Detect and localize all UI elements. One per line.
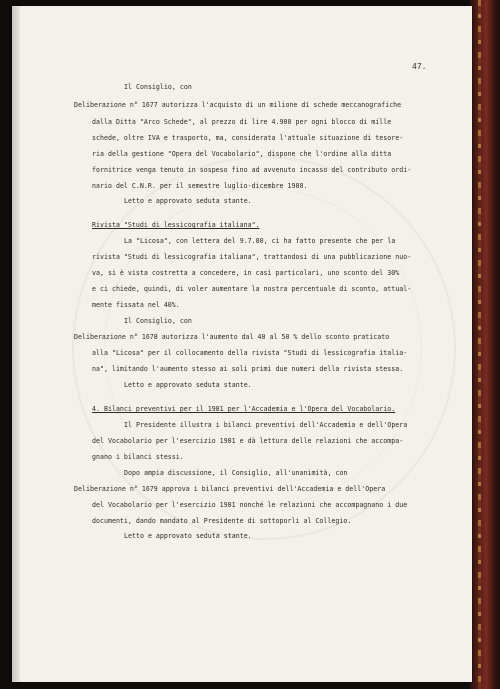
text-line: Deliberazione n° 1679 approva i bilanci preventivi dell'Accademia e dell'Opera: [74, 485, 386, 493]
page-edge-shadow: [12, 6, 20, 682]
section-heading: 4. Bilanci preventivi per il 1981 per l'Accademia e l'Opera del Vocabolario.: [92, 405, 396, 413]
text-line: Il Consiglio, con: [124, 317, 192, 325]
text-line: Deliberazione n° 1677 autorizza l'acquisto di un milione di schede meccanografiche: [74, 101, 402, 109]
text-line: Il Presidente illustra i bilanci preventivi dell'Accademia e dell'Opera: [124, 421, 408, 429]
text-line: mente fissata nel 40%.: [92, 301, 180, 309]
text-line: e ci chiede, quindi, di voler aumentare la nostra percentuale di sconto, attual-: [92, 285, 412, 293]
text-line: Letto e approvato seduta stante.: [124, 532, 252, 540]
text-line: Deliberazione n° 1678 autorizza l'aumento dal 40 al 50 % dello sconto praticato: [74, 333, 390, 341]
text-line: del Vocabolario per l'esercizio 1981 nonché le relazioni che accompagnano i due: [92, 501, 408, 509]
text-line: Letto e approvato seduta stante.: [124, 381, 252, 389]
text-line: ria della gestione "Opera del Vocabolario", dispone che l'ordine alla ditta: [92, 150, 392, 158]
text-line: La "Licosa", con lettera del 9.7.80, ci ha fatto presente che per la: [124, 237, 396, 245]
text-line: fornitrice venga tenuto in sospeso fino ad avvenuto incasso del contributo ordi-: [92, 166, 412, 174]
text-line: Dopo ampia discussione, il Consiglio, all'unanimità, con: [124, 469, 348, 477]
faded-seal-watermark: [72, 156, 456, 540]
page-number: 47.: [412, 62, 427, 71]
text-line: gnano i bilanci stessi.: [92, 453, 184, 461]
text-line: na", limitando l'aumento stesso ai soli primi due numeri della rivista stessa.: [92, 365, 404, 373]
document-page: [12, 6, 472, 682]
section-heading: Rivista "Studi di lessicografia italiana".: [92, 221, 260, 229]
text-line: dalla Ditta "Arco Schede", al prezzo di lire 4.900 per ogni blocco di mille: [92, 118, 392, 126]
text-line: documenti, dando mandato al Presidente di sottoporli al Collegio.: [92, 517, 352, 525]
text-line: Letto e approvato seduta stante.: [124, 197, 252, 205]
text-line: Il Consiglio, con: [124, 83, 192, 91]
text-line: schede, oltre IVA e trasporto, ma, considerata l'attuale situazione di tesore-: [92, 134, 404, 142]
text-line: alla "Licosa" per il collocamento della rivista "Studi di lessicografia italia-: [92, 349, 408, 357]
text-line: rivista "Studi di lessicografia italiana", trattandosi di una pubblicazione nuo-: [92, 253, 412, 261]
book-binding: [470, 0, 500, 689]
text-line: del Vocabolario per l'esercizio 1981 e dà lettura delle relazioni che accompa-: [92, 437, 404, 445]
text-line: va, si è vista costretta a concedere, in casi particolari, uno sconto del 30%: [92, 269, 400, 277]
text-line: nario del C.N.R. per il semestre luglio-dicembre 1980.: [92, 182, 308, 190]
